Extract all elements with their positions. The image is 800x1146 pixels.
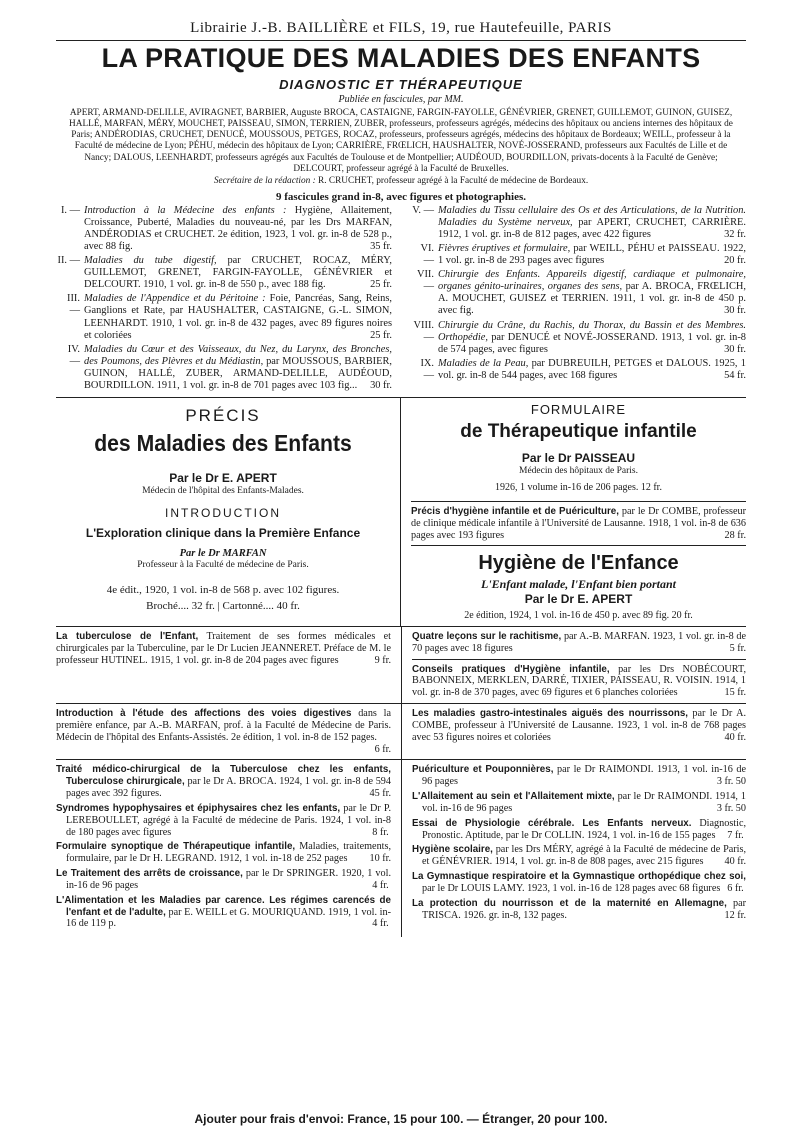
precis-edition: 4e édit., 1920, 1 vol. in-8 de 568 p. avec 102 figures. <box>106 583 340 596</box>
volume-entry: II. — Maladies du tube digestif, par CRUCHET, ROCAZ, MÉRY, GUILLEMOT, GRENET, FARGIN-FAYOLLE, GÉNÉVRIER et DELCOURT. 1910, 1 vol. gr. in-8 de 550 p., avec 188 fig. 25 fr. <box>57 255 392 291</box>
volume-entry: VII. — Chirurgie des Enfants. Appareils digestif, cardiaque et pulmonaire, organes génito-urinaires, organes des sens, par A. BROCA, FRŒLICH, A. MOUCHET, GUISEZ et TERRIEN. 1911, 1 vol. gr. in-8 de 450 p. avec fig. 30 fr. <box>416 269 746 317</box>
hygiene-title: Hygiène de l'Enfance <box>478 552 679 575</box>
gastro-intestinales-ad: Les maladies gastro-intestinales aiguës des nourrissons, par le Dr A. COMBE, professeur à l'Université de Lausanne. 1923, 1 vol. in-8 de 768 pages avec 53 figures noires et coloriées 40 fr. <box>401 703 746 759</box>
secretary-line <box>56 176 746 186</box>
volumes-left-column <box>56 205 392 394</box>
formulaire-ad <box>411 398 746 493</box>
formulaire-author: Par le Dr PAISSEAU <box>521 450 636 465</box>
list-item: Puériculture et Pouponnières, par le Dr RAIMONDI. 1913, 1 vol. in-16 de 96 pages 3 fr. 50 <box>412 764 746 788</box>
subtitle: DIAGNOSTIC ET THÉRAPEUTIQUE <box>279 77 523 92</box>
intro-title: L'Exploration clinique dans la Première Enfance <box>85 525 361 540</box>
tuberculose-ad: La tuberculose de l'Enfant, Traitement de ses formes médicales et chirurgicales par la Tuberculine, par le Dr Lucien JEANNERET. Préface de M. le professeur HUTINEL. 1915, 1 vol. gr. in-8 de 204 pages avec figures 9 fr. <box>56 626 401 703</box>
list-item: Formulaire synoptique de Thérapeutique infantile, Maladies, traitements, formulaire, par le Dr H. LEGRAND. 1912, 1 vol. in-18 de 252 pages 10 fr. <box>56 841 392 865</box>
formulaire-column <box>401 398 746 626</box>
volumes-right-column <box>410 205 746 394</box>
published-note: Publiée en fascicules, par MM. <box>338 94 464 105</box>
authors-list: APERT, ARMAND-DELILLE, AVIRAGNET, BARBIER, Auguste BROCA, CASTAIGNE, FARGIN-FAYOLLE, GÉNÉVRIER, GRENET, GUILLEMOT, GUINON, GUISEZ, HALLÉ, MARFAN, MÉRY, MOUCHET, PAISSEAU, SIMON, TERRIEN, ZUBER, professeurs, professeurs agrégés, médecins des hôpitaux ou anciens internes des hôpitaux de Paris; ANDÉRODIAS, CRUCHET, DENUCÉ, MOUSSOUS, PETGES, ROCAZ, professeurs, professeurs agrégés, médecins des hôpitaux de Bordeaux; WEILL, professeur à la Faculté de médecine de Lyon; PÉHU, médecin des hôpitaux de Lyon; CARRIÈRE, FRŒLICH, HAUSHALTER, NOVÉ-JOSSERAND, professeurs aux Facultés de Lille et de Nancy; DALOUS, LEENHARDT, professeurs agrégés aux Facultés de Toulouse et de Montpellier; AUDÉOUD, BOURDILLON, privats-docents à la Faculté de Genève; DELCOURT, professeur agrégé à la Faculté de Bruxelles. <box>69 108 733 174</box>
fascicules-note: 9 fascicules grand in-8, avec figures et photographies. <box>275 190 527 203</box>
hygiene-enfance-ad <box>411 545 746 626</box>
secretary-label: Secrétaire de la rédaction : <box>213 175 316 186</box>
catalog-page <box>56 20 746 1130</box>
volume-entry: V. — Maladies du Tissu cellulaire des Os et des Articulations, de la Nutrition. Maladies du Système nerveux, par APERT, CRUCHET, CARRIÈRE. 1912, 1 vol. gr. in-8 de 812 pages, avec 422 figures 32 fr. <box>412 204 746 241</box>
intro-author-role: Professeur à la Faculté de médecine de Paris. <box>137 559 309 570</box>
list-item: Traité médico-chirurgical de la Tuberculose chez les enfants, Tuberculose chirurgicale, par le Dr A. BROCA. 1924, 1 vol. gr. in-8 de 594 pages avec 392 figures. 45 fr. <box>56 764 391 800</box>
hygiene-details: 2e édition, 1924, 1 vol. in-16 de 450 p. avec 89 fig. 20 fr. <box>464 610 693 622</box>
hygiene-precis-ad: Précis d'hygiène infantile et de Puériculture, par le Dr COMBE, professeur de clinique médicale infantile à l'Université de Lausanne. 1918, 1 vol. in-8 de 636 pages avec 193 figures 28 fr. <box>411 501 746 545</box>
formulaire-details: 1926, 1 volume in-16 de 206 pages. 12 fr. <box>495 481 662 493</box>
precis-author: Par le Dr E. APERT <box>169 470 277 485</box>
volume-entry: IX. — Maladies de la Peau, par DUBREUILH, PETGES et DALOUS. 1925, 1 vol. gr. in-8 de 544 pages, avec 168 figures 54 fr. <box>420 357 746 381</box>
volume-entry: IV. — Maladies du Cœur et des Vaisseaux, du Nez, du Larynx, des Bronches, des Poumons, des Plèvres et du Médiastin, par MOUSSOUS, BARBIER, GUINON, HALLÉ, ZUBER, ARMAND-DELILLE, AUDÉOUD, BOURDILLON. 1911, 1 vol. gr. in-8 de 701 pages avec 103 fig... 30 fr. <box>67 343 392 391</box>
precis-author-role: Médecin de l'hôpital des Enfants-Malades. <box>142 485 304 496</box>
rachitisme-conseils-ads <box>401 626 746 703</box>
main-title: LA PRATIQUE DES MALADIES DES ENFANTS <box>101 43 701 73</box>
row-c <box>56 759 746 937</box>
conseils-ad: Conseils pratiques d'Hygiène infantile, par les Drs NOBÉCOURT, BABONNEIX, MERKLEN, DARRÉ, TIXIER, PAISSEAU, R. VOISIN. 1914, 1 vol. gr. in-8 de 370 pages, avec 69 figures et 6 planches coloriées 15 fr. <box>412 659 746 699</box>
volume-entry: I. — Introduction à la Médecine des enfants : Hygiène, Allaitement, Croissance, Puberté, Maladies du nouveau-né, par les Drs MARFAN, ANDÉRODIAS et CRUCHET. 2e édition, 1923, 1 vol. gr. in-8 de 528 p., avec 88 fig. 35 fr. <box>60 204 392 253</box>
precis-column <box>56 398 401 626</box>
precis-price: Broché.... 32 fr. | Cartonné.... 40 fr. <box>146 599 300 612</box>
hygiene-subtitle: L'Enfant malade, l'Enfant bien portant <box>480 576 677 591</box>
list-item: Le Traitement des arrêts de croissance, par le Dr SPRINGER. 1920, 1 vol. in-16 de 96 pages 4 fr. <box>56 868 391 891</box>
formulaire-author-role: Médecin des hôpitaux de Paris. <box>519 465 638 476</box>
list-item: Hygiène scolaire, par les Drs MÉRY, agrégé à la Faculté de médecine de Paris, et GÉNÉVRIER. 1914, 1 vol. gr. in-8 de 808 pages, avec 215 figures 40 fr. <box>412 844 747 868</box>
list-item: La protection du nourrisson et de la maternité en Allemagne, par TRISCA. 1926. gr. in-8, 132 pages. 12 fr. <box>412 897 746 921</box>
precis-ad <box>56 398 390 612</box>
list-item: L'Allaitement au sein et l'Allaitement mixte, par le Dr RAIMONDI. 1914, 1 vol. in-16 de 96 pages 3 fr. 50 <box>412 791 747 814</box>
shipping-footer: Ajouter pour frais d'envoi: France, 15 pour 100. — Étranger, 20 pour 100. <box>194 1112 608 1126</box>
precis-label: PRÉCIS <box>185 405 261 425</box>
volumes-grid <box>56 205 746 394</box>
volume-entry: VI. — Fièvres éruptives et formulaire, par WEILL, PÉHU et PAISSEAU. 1922, 1 vol. gr. in-8 de 293 pages avec figures 20 fr. <box>420 243 746 267</box>
list-left <box>56 759 401 937</box>
row-b <box>56 703 746 759</box>
rachitisme-ad: Quatre leçons sur le rachitisme, par A.-B. MARFAN. 1923, 1 vol. gr. in-8 de 70 pages avec 18 figures 5 fr. <box>412 630 747 654</box>
precis-title: des Maladies des Enfants <box>94 429 352 456</box>
row-a <box>56 626 746 703</box>
middle-section <box>56 398 746 626</box>
intro-author: Par le Dr MARFAN <box>179 547 267 559</box>
list-item: La Gymnastique respiratoire et la Gymnastique orthopédique chez soi, par le Dr LOUIS LAMY. 1923, 1 vol. in-16 de 128 pages avec 68 figures 6 fr. <box>412 871 746 894</box>
voies-digestives-ad: Introduction à l'étude des affections des voies digestives dans la première enfance, par A.-B. MARFAN, prof. à la Faculté de Médecine de Paris. Médecin de l'hôpital des Enfants-Assistés. 2e édition, 1 vol. in-8 de 152 pages. 6 fr. <box>56 703 401 759</box>
formulaire-label: FORMULAIRE <box>530 401 627 417</box>
secretary-name: R. CRUCHET, professeur agrégé à la Faculté de médecine de Bordeaux. <box>318 175 589 186</box>
list-item: Syndromes hypophysaires et épiphysaires chez les enfants, par le Dr P. LEREBOULLET, agrégé à la Faculté de médecine de Paris. 1924, 1 vol. in-8 de 180 pages avec figures 8 fr. <box>56 802 391 838</box>
volume-entry: III. — Maladies de l'Appendice et du Péritoine : Foie, Pancréas, Sang, Reins, Ganglions et Rate, par HAUSHALTER, CASTAIGNE, G.-L. SIMON, LEENHARDT. 1910, 1 vol. gr. in-8 de 432 pages, avec 89 figures noires et coloriées 25 fr. <box>67 293 392 341</box>
list-item: Essai de Physiologie cérébrale. Les Enfants nerveux. Diagnostic, Pronostic. Aptitude, par le Dr COLLIN. 1924, 1 vol. in-16 de 155 pages 7 fr. <box>412 817 747 841</box>
hygiene-author: Par le Dr E. APERT <box>524 592 633 607</box>
publisher-header: Librairie J.-B. BAILLIÈRE et FILS, 19, rue Hautefeuille, PARIS <box>56 20 746 41</box>
intro-label: INTRODUCTION <box>165 505 281 520</box>
list-item: L'Alimentation et les Maladies par carence. Les régimes carencés de l'enfant et de l'adulte, par E. WEILL et G. MOURIQUAND. 1919, 1 vol. in-16 de 119 p. 4 fr. <box>56 894 391 930</box>
list-right <box>401 759 746 937</box>
volume-entry: VIII. — Chirurgie du Crâne, du Rachis, du Thorax, du Bassin et des Membres. Orthopédie, par DENUCÉ et NOVÉ-JOSSERAND. 1913, 1 vol. gr. in-8 de 574 pages, avec figures 30 fr. <box>413 319 746 355</box>
formulaire-title: de Thérapeutique infantile <box>460 420 697 442</box>
